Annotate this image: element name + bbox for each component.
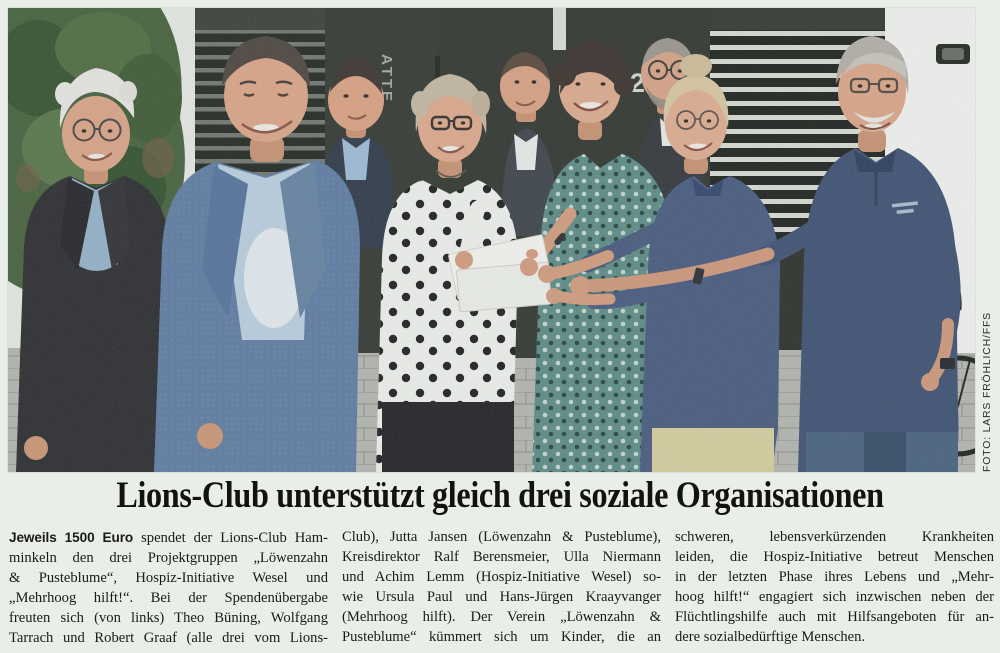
photo-credit: FOTO: LARS FRÖHLICH/FFS xyxy=(981,312,993,472)
text-line: & Pusteblume“, Hospiz-Initiative Wesel und xyxy=(9,569,328,586)
article-column-3 xyxy=(675,528,994,648)
lead-in: Jeweils 1500 Euro xyxy=(9,530,134,545)
text-line: (Mehrhoog hilft). Der Verein „Löwenzahn & xyxy=(342,608,661,625)
text-line: wie Ursula Paul und Hans-Jürgen Kraayvanger xyxy=(342,588,661,605)
text-line: in der letzten Phase ihres Lebens und „Mehr- xyxy=(675,568,994,585)
text-line: Tarrach und Robert Graaf (alle drei vom Lions- xyxy=(9,629,328,646)
text-line: leiden, die Hospiz-Initiative betreut Menschen xyxy=(675,548,994,565)
text-line: freuten sich (von links) Theo Büning, Wolfgang xyxy=(9,609,328,626)
photo-illustration xyxy=(8,8,975,472)
headline-text: Lions-Club unterstützt gleich drei soziale Organisationen xyxy=(116,475,884,516)
text-line: und Achim Lemm (Hospiz-Initiative Wesel) so- xyxy=(342,568,661,585)
text-line: Pusteblume“ kümmert sich um Kinder, die an xyxy=(342,628,661,645)
text-line: schweren, lebensverkürzenden Krankheiten xyxy=(675,529,994,545)
article-photo xyxy=(8,8,993,472)
article-body xyxy=(9,528,994,648)
text-line: „Mehrhoog hilft!“. Bei der Spendenübergabe xyxy=(9,589,328,606)
text-line: dere sozialbedürftige Menschen. xyxy=(675,628,866,645)
text-line: hoog hilft!“ engagiert sich inzwischen neben der xyxy=(675,588,994,605)
text-line: Flüchtlingshilfe auch mit Hilfsangeboten für an- xyxy=(675,608,994,625)
text-line xyxy=(9,528,328,549)
text-line: minkeln den drei Projektgruppen „Löwenzahn xyxy=(9,549,328,566)
headline xyxy=(0,474,1000,517)
text-line-rest: spendet der Lions-Club Ham- xyxy=(133,530,328,546)
text-line: Kreisdirektor Ralf Berensmeier, Ulla Niermann xyxy=(342,548,661,565)
article-column-1 xyxy=(9,528,328,648)
text-line: Club), Jutta Jansen (Löwenzahn & Pusteblume), xyxy=(342,529,661,545)
article-column-2 xyxy=(342,528,661,648)
